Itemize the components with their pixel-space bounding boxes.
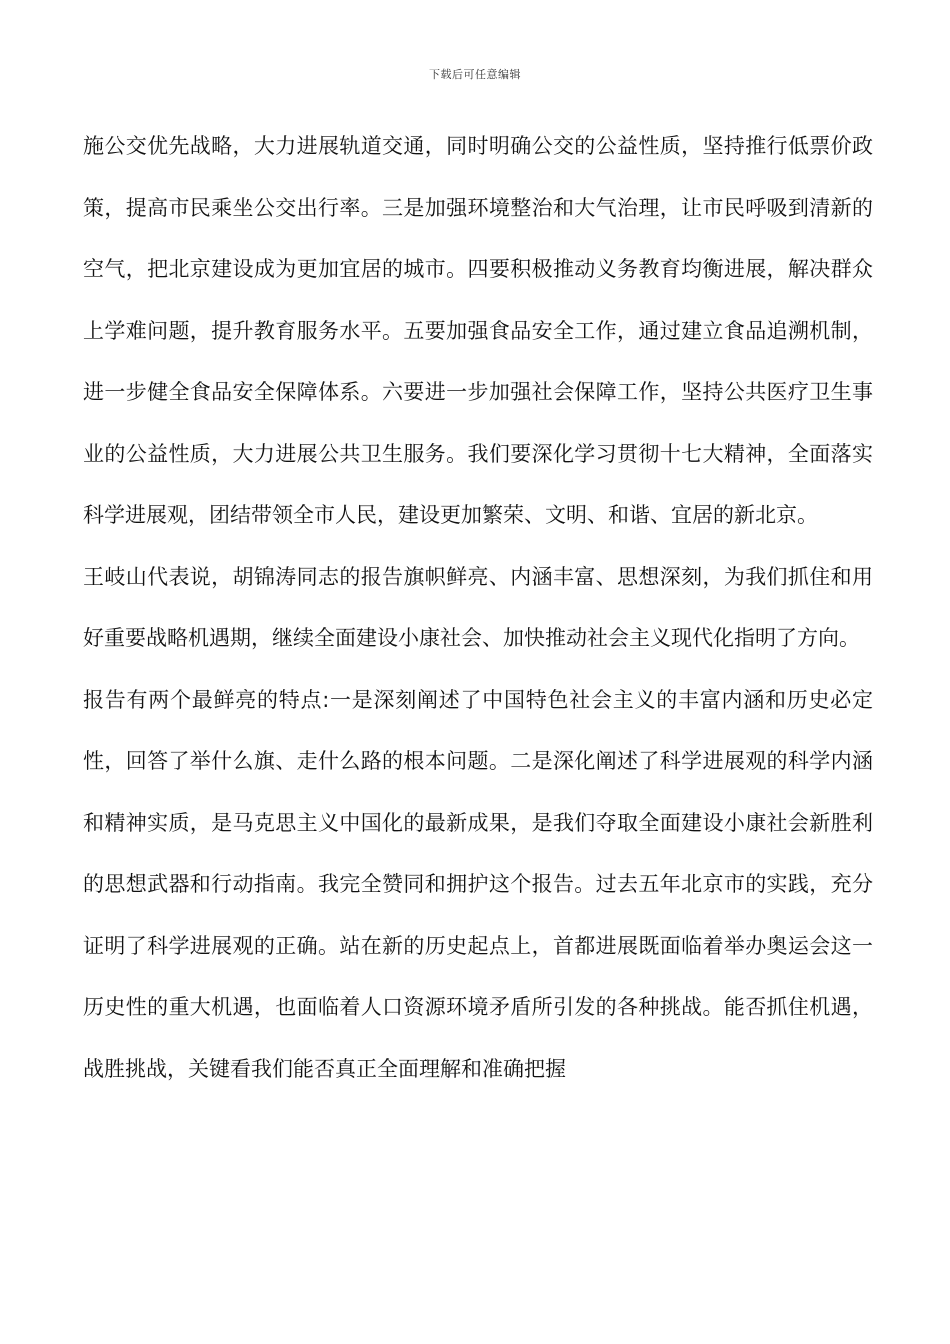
paragraph-1: 施公交优先战略，大力进展轨道交通，同时明确公交的公益性质，坚持推行低票价政策，提高市民乘坐公交出行率。三是加强环境整治和大气治理，让市民呼吸到清新的空气，把北京建设成为更加宜居的城市。四要积极推动义务教育均衡进展，解决群众上学难问题，提升教育服务水平。五要加强食品安全工作，通过建立食品追溯机制，进一步健全食品安全保障体系。六要进一步加强社会保障工作，坚持公共医疗卫生事业的公益性质，大力进展公共卫生服务。我们要深化学习贯彻十七大精神，全面落实科学进展观，团结带领全市人民，建设更加繁荣、文明、和谐、宜居的新北京。 [83, 134, 873, 527]
paragraph-2: 王岐山代表说，胡锦涛同志的报告旗帜鲜亮、内涵丰富、思想深刻，为我们抓住和用好重要战略机遇期，继续全面建设小康社会、加快推动社会主义现代化指明了方向。 [83, 564, 873, 650]
page-header: 下载后可任意编辑 [429, 68, 521, 81]
paragraph-3: 报告有两个最鲜亮的特点:一是深刻阐述了中国特色社会主义的丰富内涵和历史必定性，回答了举什么旗、走什么路的根本问题。二是深化阐述了科学进展观的科学内涵和精神实质，是马克思主义中国化的最新成果，是我们夺取全面建设小康社会新胜利的思想武器和行动指南。我完全赞同和拥护这个报告。过去五年北京市的实践，充分证明了科学进展观的正确。站在新的历史起点上，首都进展既面临着举办奥运会这一历史性的重大机遇，也面临着人口资源环境矛盾所引发的各种挑战。能否抓住机遇，战胜挑战，关键看我们能否真正全面理解和准确把握 [83, 687, 873, 1081]
document-body [83, 116, 873, 1100]
